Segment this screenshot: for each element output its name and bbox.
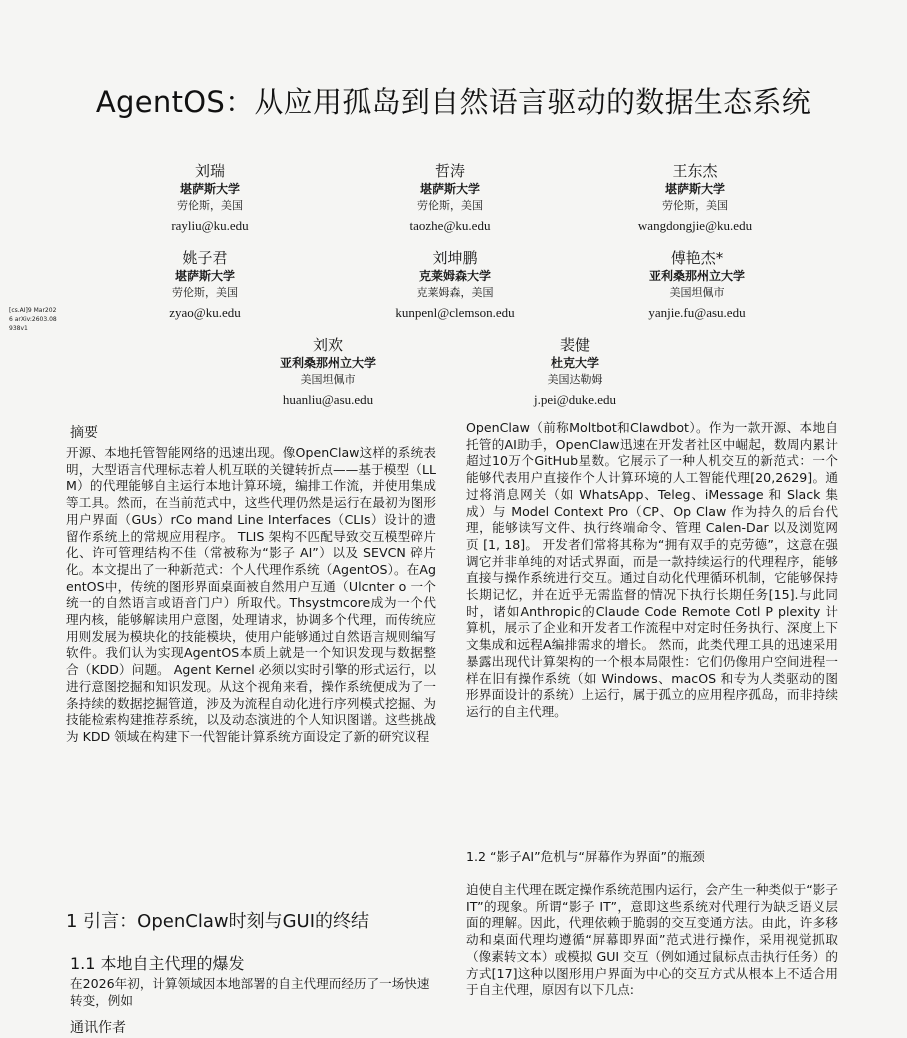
arxiv-identifier: [cs.AI]9 Mar2026 arXiv:2603.08938v1 [9,307,57,332]
author-affiliation: 亚利桑那州立大学 [279,355,376,370]
author-affiliation: 堪萨斯大学 [664,181,725,196]
author-block [125,250,285,320]
author-block [370,163,530,233]
author-email: taozhe@ku.edu [409,217,491,233]
paper-title: AgentOS：从应用孤岛到自然语言驱动的数据生态系统 [95,85,812,119]
section-1-1-text: 在2026年初，计算领域因本地部署的自主代理而经历了一场快速转变，例如 [70,976,430,1008]
author-name: 裴健 [559,336,590,354]
author-email: zyao@ku.edu [169,304,241,320]
author-name: 刘瑞 [194,162,225,180]
author-block [365,250,545,320]
author-name: 刘坤鹏 [432,249,478,267]
section-1-1-heading: 1.1 本地自主代理的爆发 [70,954,245,973]
author-affiliation: 亚利桑那州立大学 [648,268,745,283]
section-1-2-text: 迫使自主代理在既定操作系统范围内运行，会产生一种类似于“影子 IT”的现象。所谓“影子 IT”，意即这些系统对代理行为缺乏语义层面的理解。因此，代理依赖于脆弱的交互变通方法。由此，许多移动和桌面代理均遵循“屏幕即界面”范式进行操作，采用视觉抓取（像素转文本）或模拟 GUI 交互（例如通过鼠标点击执行任务）的方式[17]这种以图形用户界面为中心的交互方式从根本上不适合用于自主代理，原因有以下几点: [466,882,838,998]
author-affiliation: 杜克大学 [550,355,599,370]
corresponding-author-label: 通讯作者 [70,1020,126,1036]
author-location: 劳伦斯，美国 [662,198,728,212]
author-location: 劳伦斯，美国 [417,198,483,212]
author-location: 美国达勒姆 [547,372,603,386]
author-block [612,250,782,320]
author-location: 美国坦佩市 [300,372,356,386]
abstract-heading: 摘要 [70,425,98,441]
author-affiliation: 堪萨斯大学 [174,268,235,283]
author-email: rayliu@ku.edu [171,217,249,233]
right-column [466,420,838,721]
author-email: huanliu@asu.edu [282,391,374,407]
right-column-text: OpenClaw（前称Moltbot和Clawdbot）。作为一款开源、本地自托管的AI助手，OpenClaw迅速在开发者社区中崛起，数周内累计超过10万个GitHub星数。它展示了一种人机交互的新范式：一个能够代表用户直接作个人计算环境的人工智能代理[20,2629]。通过将消息网关（如 WhatsApp、Teleg、iMessage 和 Slack 集成）与 Model Context Pro（CP、Op Claw 作为持久的后台代理，能够读写文件、执行终端命令、管理 Calen-Dar 以及浏览网页 [1, 18]。 开发者们常将其称为“拥有双手的克劳德”，这意在强调它并非单纯的对话式界面，而是一款持续运行的代理程序，能够直接与操作系统进行交互。通过自动化代理循环机制，它能够保持长期记忆，并在近乎无需监督的情况下执行长期任务[15].与此同时，诸如Anthropic的Claude Code Remote Cotl P plexity 计算机，展示了企业和开发者工作流程中对定时任务执行、深度上下文集成和远程A编排需求的增长。 然而，此类代理工具的迅速采用暴露出现代计算架构的一个根本局限性：它们仍像用户空间进程一样在旧有操作系统（如 Windows、macOS 和专为人类驱动的图形界面设计的系统）上运行，属于孤立的应用程序孤岛，而非持续运行的自主代理。 [466,420,838,719]
author-location: 劳伦斯，美国 [172,285,238,299]
abstract-text: 开源、本地托管智能网络的迅速出现。像OpenClaw这样的系统表明，大型语言代理标志着人机互联的关键转折点——基于模型（LLM）的代理能够自主运行本地计算环境，编排工作流，并使用集成等工具。然而，在当前范式中，这些代理仍然是运行在最初为图形用户界面（GUs）rCo mand Line Interfaces（CLIs）设计的遗留作系统上的常规应用程序。 TLIS 架构不匹配导致交互模型碎片化、许可管理结构不佳（常被称为“影子 AI”）以及 SEVCN 碎片化。本文提出了一种新范式：个人代理作系统（AgentOS）。在AgentOS中，传统的图形界面桌面被自然用户互通（Ulcnter o 一个统一的自然语言或语音门户）所取代。Thsystmcore成为一个代理内核，能够解读用户意图，处理请求，协调多个代理，而传统应用则发展为模块化的技能模块，使用户能够通过自然语言规则编写软件。我们认为实现AgentOS本质上就是一个知识发现与数据整合（KDD）问题。 Agent Kernel 必须以实时引擎的形式运行，以进行意图挖掘和知识发现。从这个视角来看，操作系统便成为了一条持续的数据挖掘管道，涉及为流程自动化进行序列模式挖掘、为技能检索构建推荐系统，以及动态演进的个人知识图谱。这些挑战为 KDD 领域在构建下一代智能计算系统方面设定了新的研究议程 [66,445,436,744]
author-name: 刘欢 [312,336,343,354]
author-email: j.pei@duke.edu [533,391,616,407]
author-email: yanjie.fu@asu.edu [648,304,746,320]
left-column [66,422,436,746]
author-name: 傅艳杰* [670,249,724,267]
author-name: 姚子君 [182,249,228,267]
author-location: 美国坦佩市 [669,285,725,299]
author-block [495,337,655,407]
author-name: 哲涛 [434,162,465,180]
author-block [605,163,785,233]
author-email: kunpenl@clemson.edu [395,304,515,320]
author-location: 劳伦斯，美国 [177,198,243,212]
author-affiliation: 堪萨斯大学 [419,181,480,196]
author-affiliation: 堪萨斯大学 [179,181,240,196]
author-affiliation: 克莱姆森大学 [418,268,491,283]
section-1-heading: 1 引言：OpenClaw时刻与GUI的终结 [66,911,370,932]
section-1-2-heading: 1.2 “影子AI”危机与“屏幕作为界面”的瓶颈 [466,849,705,864]
author-name: 王东杰 [672,162,718,180]
author-block [130,163,290,233]
author-block [248,337,408,407]
author-location: 克莱姆森，美国 [416,285,494,299]
author-email: wangdongjie@ku.edu [637,217,753,233]
